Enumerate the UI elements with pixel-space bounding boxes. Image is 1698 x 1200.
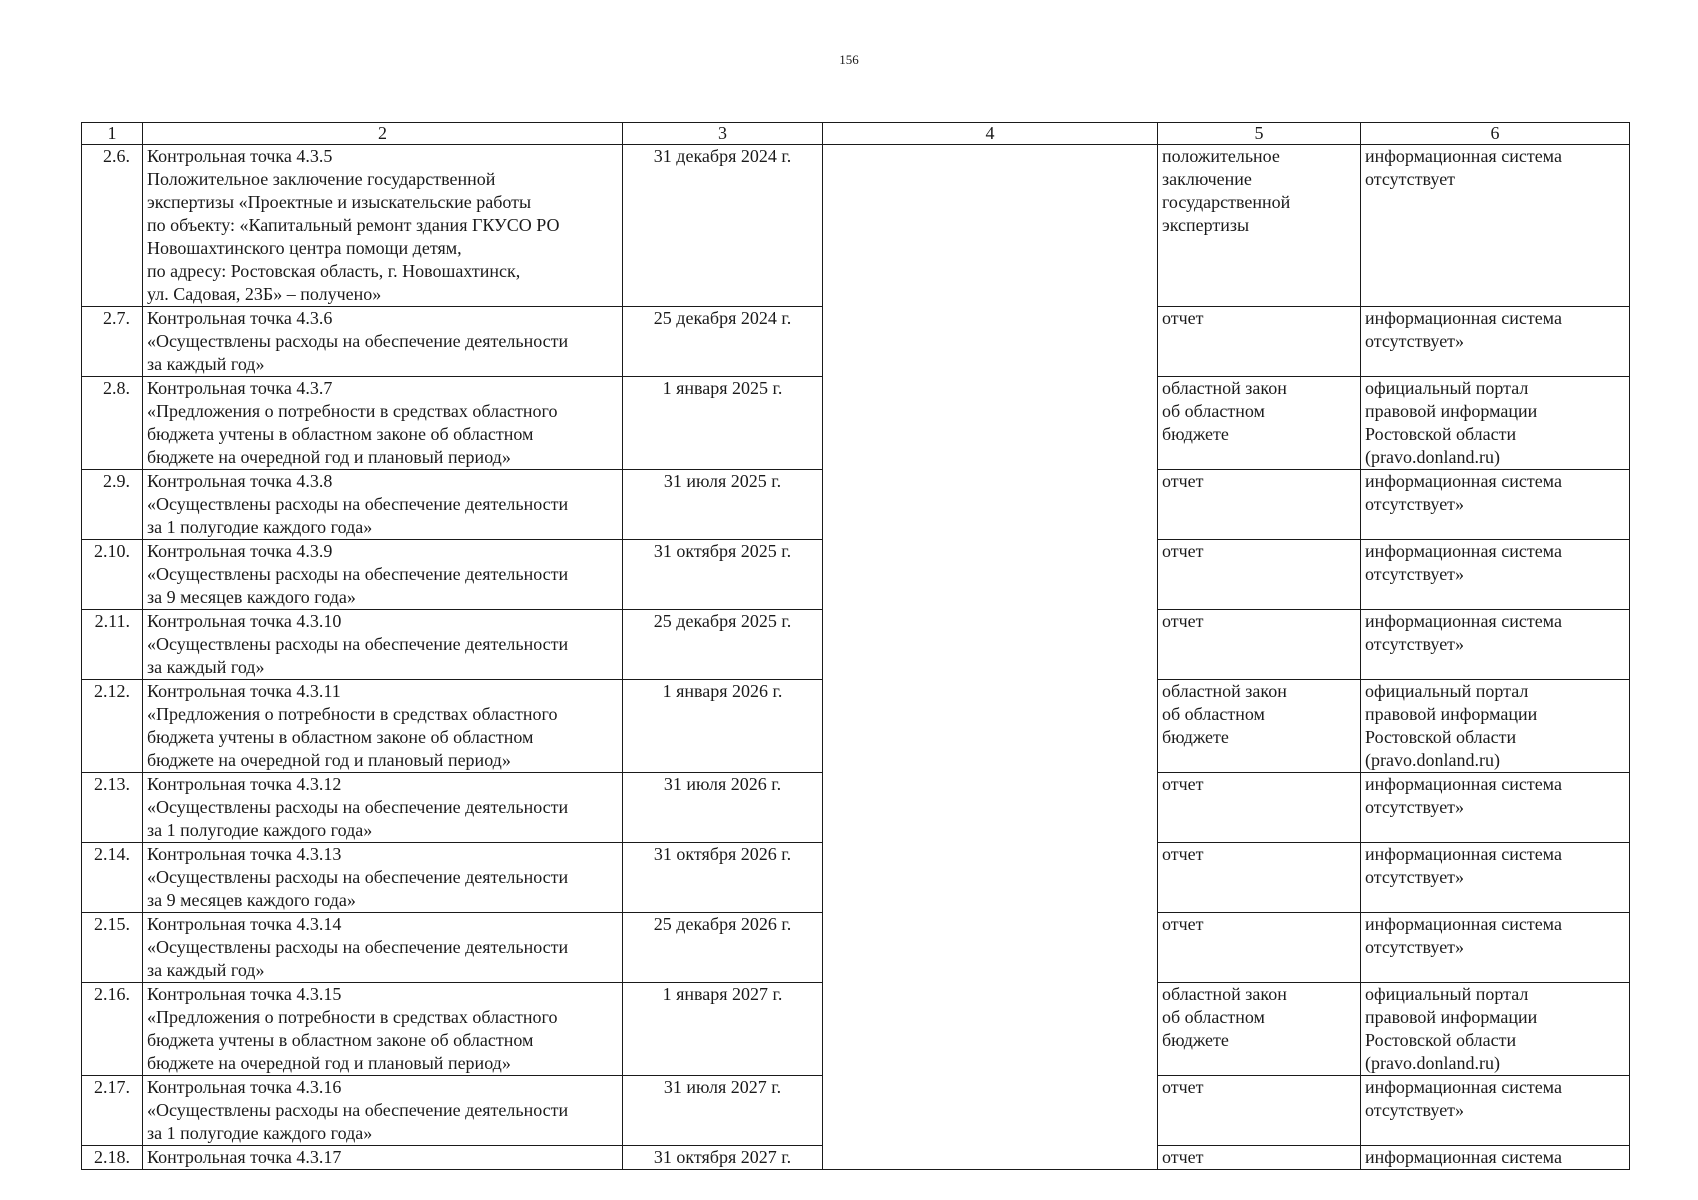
description-cell: Контрольная точка 4.3.12 «Осуществлены расходы на обеспечение деятельности за 1 полугодие каждого года» <box>143 773 623 843</box>
table-row <box>82 145 1630 307</box>
info-source-cell: информационная система отсутствует <box>1361 145 1630 307</box>
header-cell: 1 <box>82 123 143 145</box>
description-cell: Контрольная точка 4.3.9 «Осуществлены расходы на обеспечение деятельности за 9 месяцев каждого года» <box>143 540 623 610</box>
description-cell: Контрольная точка 4.3.11 «Предложения о потребности в средствах областного бюджета учтены в областном законе об областном бюджете на очередной год и плановый период» <box>143 680 623 773</box>
header-cell: 6 <box>1361 123 1630 145</box>
description-cell: Контрольная точка 4.3.5 Положительное заключение государственной экспертизы «Проектные и изыскательские работы по объекту: «Капитальный ремонт здания ГКУСО РО Новошахтинского центра помощи детям, по адресу: Ростовская область, г. Новошахтинск, ул. Садовая, 23Б» – получено» <box>143 145 623 307</box>
date-cell: 1 января 2026 г. <box>623 680 823 773</box>
row-number-cell: 2.18. <box>82 1146 143 1170</box>
document-type-cell: областной закон об областном бюджете <box>1158 983 1361 1076</box>
document-type-cell: отчет <box>1158 913 1361 983</box>
table-header-row <box>82 123 1630 145</box>
description-cell: Контрольная точка 4.3.6 «Осуществлены расходы на обеспечение деятельности за каждый год» <box>143 307 623 377</box>
row-number-cell: 2.11. <box>82 610 143 680</box>
row-number-cell: 2.13. <box>82 773 143 843</box>
date-cell: 31 июля 2026 г. <box>623 773 823 843</box>
header-cell: 3 <box>623 123 823 145</box>
date-cell: 25 декабря 2026 г. <box>623 913 823 983</box>
header-cell: 5 <box>1158 123 1361 145</box>
row-number-cell: 2.16. <box>82 983 143 1076</box>
info-source-cell: информационная система отсутствует» <box>1361 307 1630 377</box>
date-cell: 25 декабря 2024 г. <box>623 307 823 377</box>
date-cell: 1 января 2025 г. <box>623 377 823 470</box>
date-cell: 1 января 2027 г. <box>623 983 823 1076</box>
document-type-cell: положительное заключение государственной экспертизы <box>1158 145 1361 307</box>
document-type-cell: отчет <box>1158 470 1361 540</box>
document-type-cell: отчет <box>1158 843 1361 913</box>
row-number-cell: 2.15. <box>82 913 143 983</box>
empty-column-cell <box>823 145 1158 1170</box>
document-type-cell: областной закон об областном бюджете <box>1158 377 1361 470</box>
info-source-cell: официальный портал правовой информации Ростовской области (pravo.donland.ru) <box>1361 680 1630 773</box>
row-number-cell: 2.7. <box>82 307 143 377</box>
row-number-cell: 2.9. <box>82 470 143 540</box>
row-number-cell: 2.14. <box>82 843 143 913</box>
description-cell: Контрольная точка 4.3.14 «Осуществлены расходы на обеспечение деятельности за каждый год» <box>143 913 623 983</box>
info-source-cell: информационная система отсутствует» <box>1361 1076 1630 1146</box>
date-cell: 31 июля 2025 г. <box>623 470 823 540</box>
description-cell: Контрольная точка 4.3.16 «Осуществлены расходы на обеспечение деятельности за 1 полугодие каждого года» <box>143 1076 623 1146</box>
header-cell: 2 <box>143 123 623 145</box>
document-type-cell: отчет <box>1158 1146 1361 1170</box>
page-number: 156 <box>839 52 859 67</box>
date-cell: 31 июля 2027 г. <box>623 1076 823 1146</box>
info-source-cell: информационная система отсутствует» <box>1361 470 1630 540</box>
description-cell: Контрольная точка 4.3.15 «Предложения о потребности в средствах областного бюджета учтены в областном законе об областном бюджете на очередной год и плановый период» <box>143 983 623 1076</box>
info-source-cell: информационная система отсутствует» <box>1361 913 1630 983</box>
info-source-cell: информационная система <box>1361 1146 1630 1170</box>
date-cell: 31 октября 2025 г. <box>623 540 823 610</box>
document-type-cell: областной закон об областном бюджете <box>1158 680 1361 773</box>
document-type-cell: отчет <box>1158 307 1361 377</box>
date-cell: 31 октября 2026 г. <box>623 843 823 913</box>
info-source-cell: информационная система отсутствует» <box>1361 540 1630 610</box>
document-type-cell: отчет <box>1158 540 1361 610</box>
date-cell: 31 октября 2027 г. <box>623 1146 823 1170</box>
description-cell: Контрольная точка 4.3.7 «Предложения о потребности в средствах областного бюджета учтены в областном законе об областном бюджете на очередной год и плановый период» <box>143 377 623 470</box>
description-cell: Контрольная точка 4.3.8 «Осуществлены расходы на обеспечение деятельности за 1 полугодие каждого года» <box>143 470 623 540</box>
document-type-cell: отчет <box>1158 610 1361 680</box>
description-cell: Контрольная точка 4.3.17 <box>143 1146 623 1170</box>
info-source-cell: официальный портал правовой информации Ростовской области (pravo.donland.ru) <box>1361 983 1630 1076</box>
info-source-cell: информационная система отсутствует» <box>1361 773 1630 843</box>
description-cell: Контрольная точка 4.3.13 «Осуществлены расходы на обеспечение деятельности за 9 месяцев каждого года» <box>143 843 623 913</box>
header-cell: 4 <box>823 123 1158 145</box>
row-number-cell: 2.10. <box>82 540 143 610</box>
control-points-table <box>81 122 1630 1170</box>
document-type-cell: отчет <box>1158 1076 1361 1146</box>
row-number-cell: 2.8. <box>82 377 143 470</box>
date-cell: 25 декабря 2025 г. <box>623 610 823 680</box>
info-source-cell: информационная система отсутствует» <box>1361 610 1630 680</box>
row-number-cell: 2.12. <box>82 680 143 773</box>
date-cell: 31 декабря 2024 г. <box>623 145 823 307</box>
row-number-cell: 2.6. <box>82 145 143 307</box>
info-source-cell: официальный портал правовой информации Ростовской области (pravo.donland.ru) <box>1361 377 1630 470</box>
row-number-cell: 2.17. <box>82 1076 143 1146</box>
description-cell: Контрольная точка 4.3.10 «Осуществлены расходы на обеспечение деятельности за каждый год» <box>143 610 623 680</box>
document-type-cell: отчет <box>1158 773 1361 843</box>
info-source-cell: информационная система отсутствует» <box>1361 843 1630 913</box>
